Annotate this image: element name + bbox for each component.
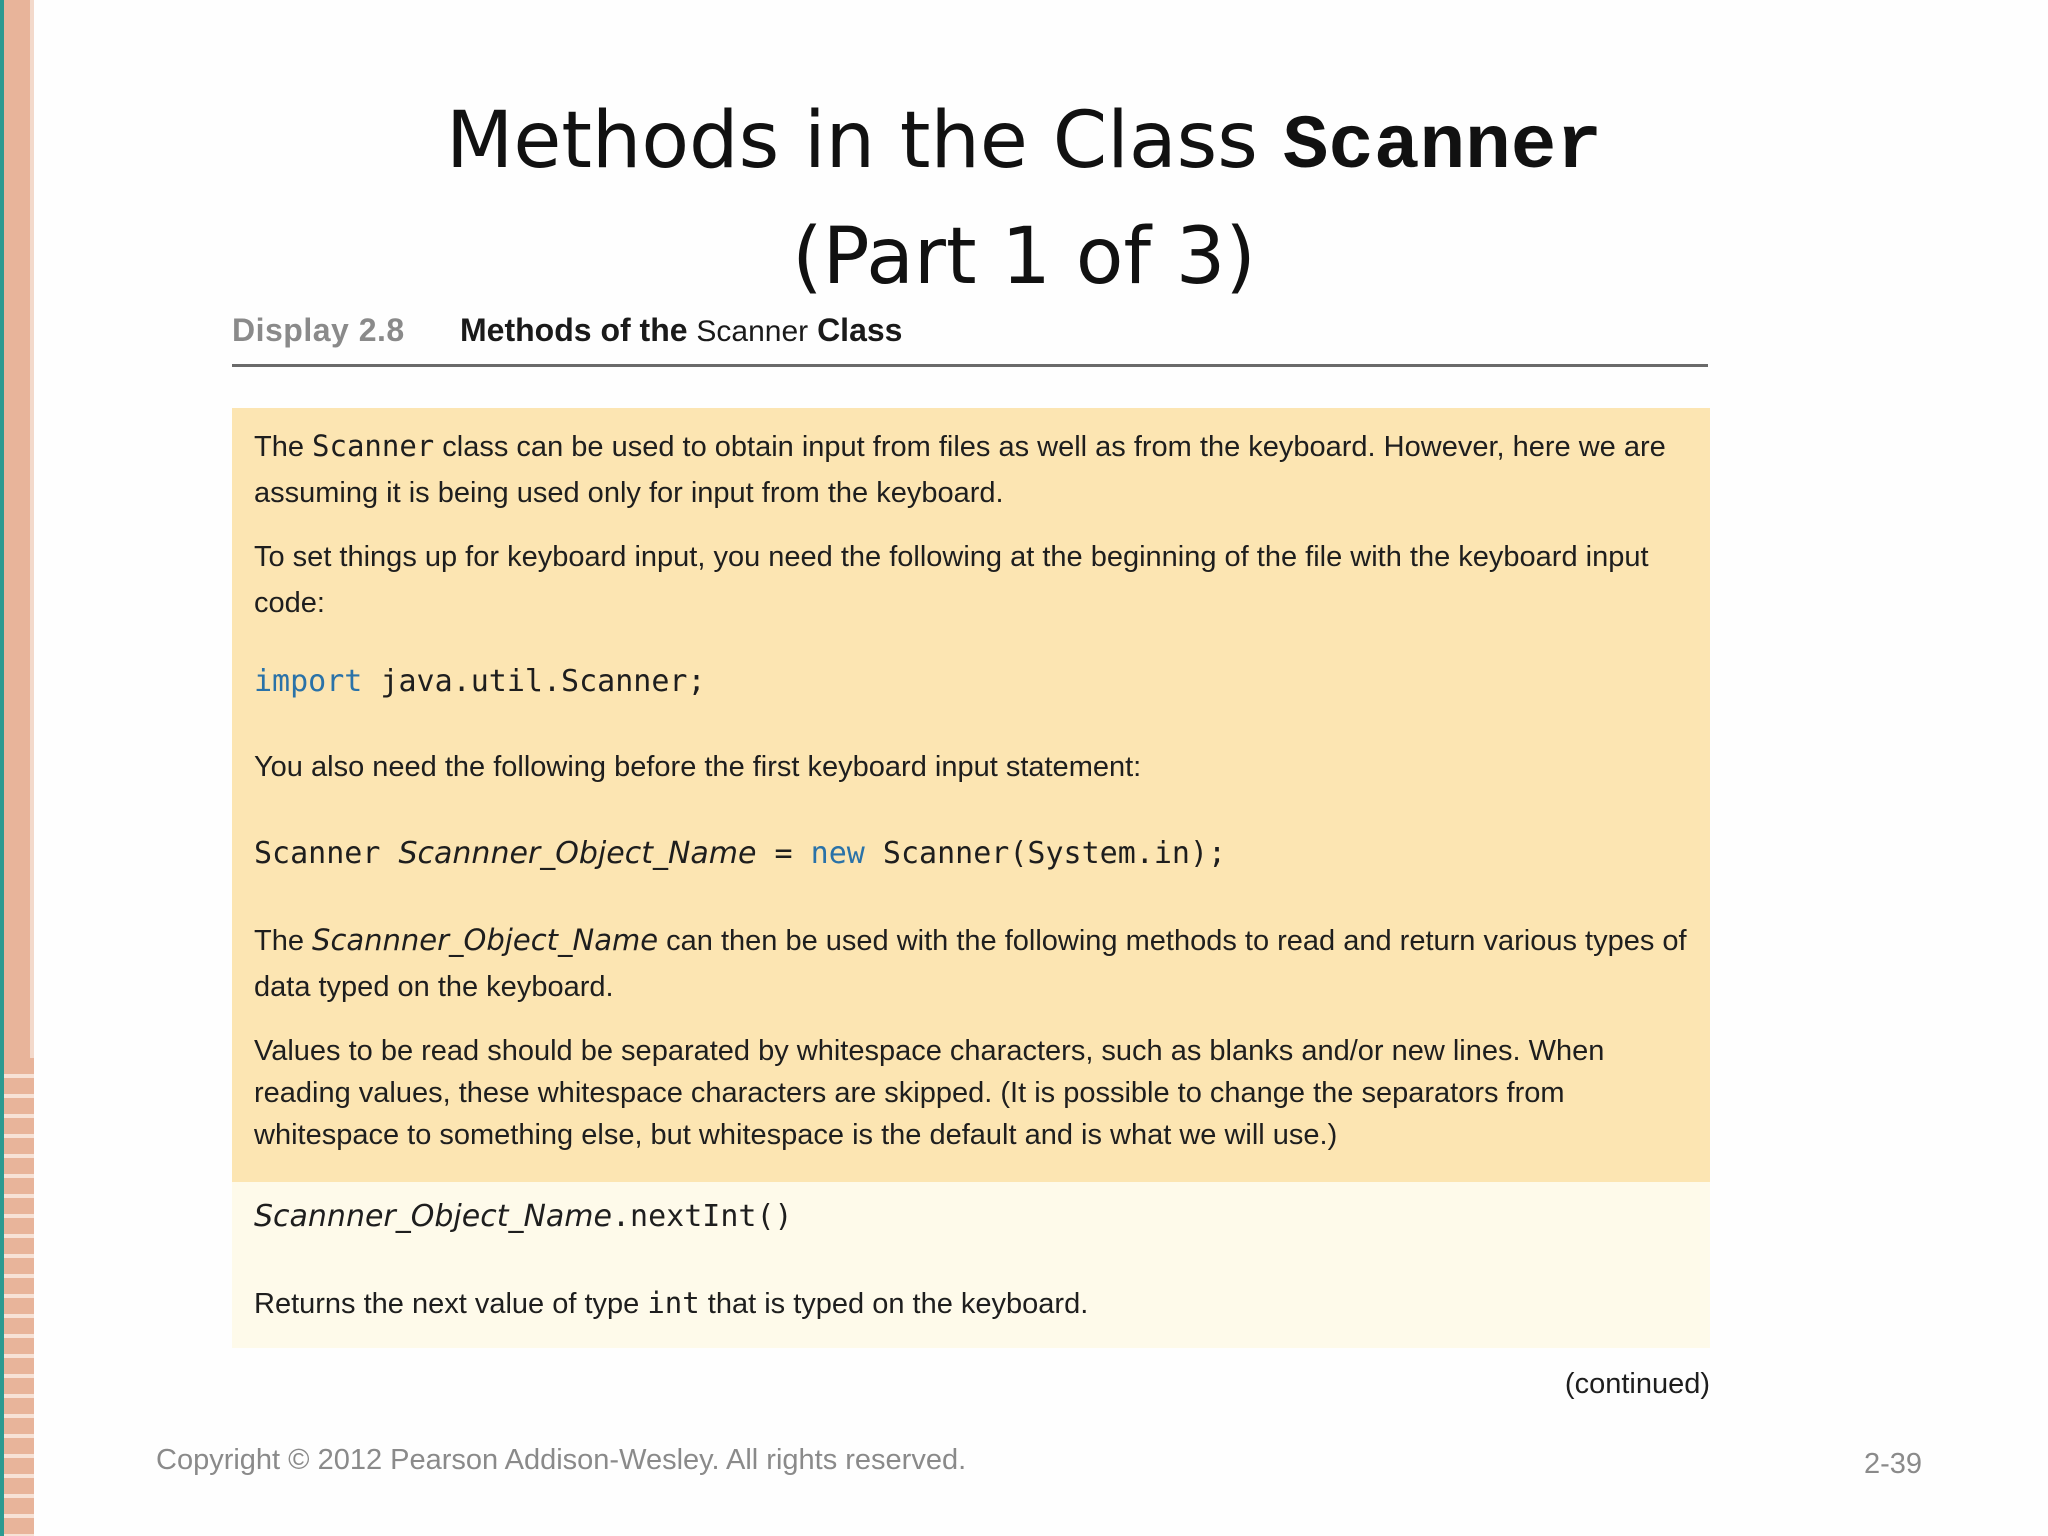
paragraph-intro bbox=[254, 423, 1694, 516]
scanner-declaration bbox=[254, 836, 1226, 871]
title-line-1 bbox=[200, 86, 1848, 202]
decl-type: Scanner bbox=[254, 836, 399, 871]
decl-new-keyword: new bbox=[810, 836, 865, 871]
decl-rest: Scanner(System.in); bbox=[864, 836, 1227, 871]
p4-var: Scannner_Object_Name bbox=[312, 923, 659, 957]
slide-title bbox=[200, 86, 1848, 312]
footer-page-number: 2-39 bbox=[1863, 1448, 1922, 1480]
display-title-class: Scanner bbox=[696, 315, 809, 348]
p1-code: Scanner bbox=[312, 429, 435, 463]
left-decor-stripes bbox=[4, 1058, 34, 1536]
p1-text-b: class can be used to obtain input from files as well as from the keyboard. However, here we are assuming it is being used only for input from the keyboard. bbox=[254, 431, 1666, 509]
import-keyword: import bbox=[254, 664, 363, 699]
method-desc-a: Returns the next value of type bbox=[254, 1288, 648, 1320]
display-title bbox=[460, 312, 902, 349]
method-call: .nextInt() bbox=[611, 1199, 793, 1234]
footer-copyright: Copyright © 2012 Pearson Addison-Wesley. All rights reserved. bbox=[156, 1444, 967, 1476]
display-number: Display 2.8 bbox=[232, 312, 405, 348]
import-statement bbox=[254, 664, 706, 699]
p4-text-a: The bbox=[254, 925, 313, 957]
title-line-2: (Part 1 of 3) bbox=[792, 212, 1256, 302]
method-desc-b: that is typed on the keyboard. bbox=[699, 1288, 1089, 1320]
method-description bbox=[254, 1280, 1694, 1327]
method-signature bbox=[254, 1199, 793, 1234]
p1-text-a: The bbox=[254, 431, 313, 463]
paragraph-whitespace: Values to be read should be separated by whitespace characters, such as blanks and/or new lines. When reading values, these whitespace characters are skipped. (It is possible to change the separators from whitespace to something else, but whitespace is the default and is what we will use.) bbox=[254, 1035, 1605, 1151]
paragraph-before-input: You also need the following before the first keyboard input statement: bbox=[254, 751, 1142, 783]
display-header bbox=[232, 308, 1708, 367]
import-rest: java.util.Scanner; bbox=[362, 664, 706, 699]
display-title-suffix: Class bbox=[808, 312, 903, 348]
continued-label: (continued) bbox=[1564, 1368, 1710, 1400]
method-object: Scannner_Object_Name bbox=[254, 1199, 612, 1234]
title-prefix: Methods in the Class bbox=[446, 96, 1283, 186]
paragraph-setup: To set things up for keyboard input, you need the following at the beginning of the file with the keyboard input code: bbox=[254, 541, 1649, 619]
title-class-name: Scanner bbox=[1282, 104, 1602, 190]
decl-eq: = bbox=[756, 836, 811, 871]
paragraph-usage bbox=[254, 917, 1694, 1010]
method-desc-code: int bbox=[647, 1286, 700, 1320]
p4-text-b: can then be used with the following methods to read and return various types of data typed on the keyboard. bbox=[254, 925, 1687, 1003]
display-title-prefix: Methods of the bbox=[460, 312, 697, 348]
decl-var: Scannner_Object_Name bbox=[398, 836, 757, 871]
